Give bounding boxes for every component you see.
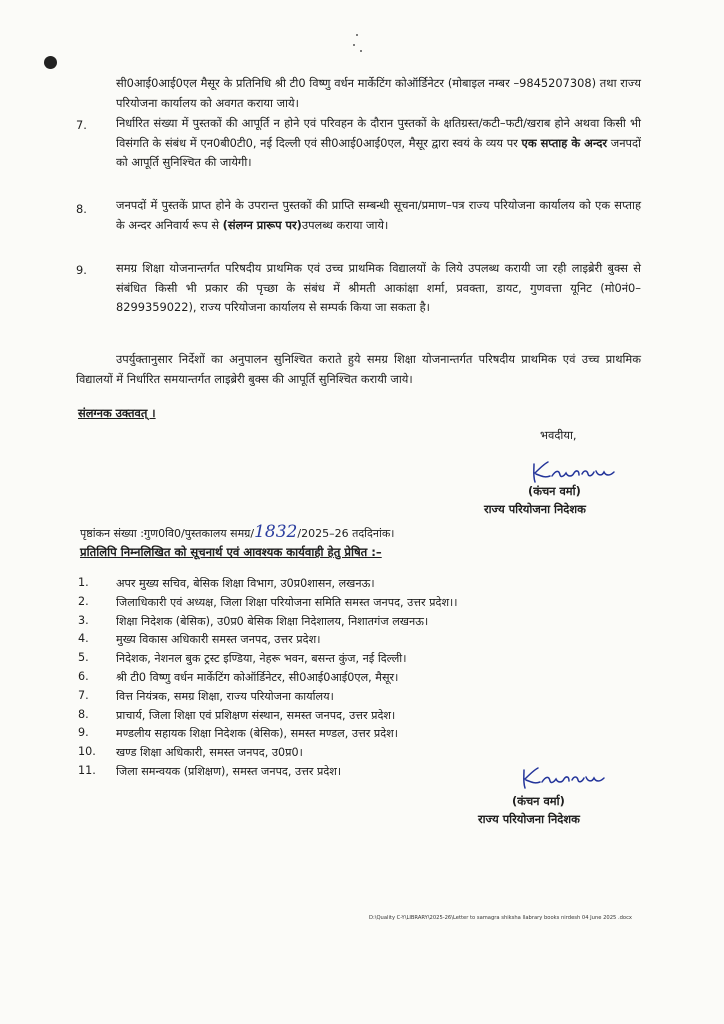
list-item: 11. जिला समन्वयक (प्रशिक्षण), समस्त जनपद, उत्तर प्रदेश। xyxy=(78,763,342,778)
signature-scribble xyxy=(528,456,620,486)
regards: भवदीया, xyxy=(540,428,577,442)
list-item: 8. प्राचार्य, जिला शिक्षा एवं प्रशिक्षण संस्थान, समस्त जनपद, उत्तर प्रदेश। xyxy=(78,707,396,722)
enclosure-note: संलग्नक उक्तवत् । xyxy=(78,406,156,420)
signatory-name: (कंचन वर्मा) xyxy=(528,484,581,498)
point-9: समग्र शिक्षा योजनान्तर्गत परिषदीय प्राथमिक एवं उच्च प्राथमिक विद्यालयों के लिये उपलब्ध करायी जा रही लाइब्रेरी बुक्स से संबंधित किसी भी प्रकार की पृच्छा के संबंध में श्रीमती आकांक्षा शर्मा, प्रवक्ता, डायट, गुणवत्ता यूनिट (मो0नं0–8299359022), राज्य परियोजना कार्यालय से सम्पर्क किया जा सकता है। xyxy=(116,261,641,314)
endorsement-line: पृष्ठांकन संख्या :गुण0वि0/पुस्तकालय समग्र/1832/2025–26 तददिनांक। xyxy=(80,522,395,542)
endorsement-number: 1832 xyxy=(254,522,298,542)
signatory-name: (कंचन वर्मा) xyxy=(512,794,565,808)
list-item: 1. अपर मुख्य सचिव, बेसिक शिक्षा विभाग, उ0प्र0शासन, लखनऊ। xyxy=(78,576,375,590)
signatory-title: राज्य परियोजना निदेशक xyxy=(478,812,580,826)
copy-list xyxy=(78,576,638,783)
point-number: 8. xyxy=(76,202,87,216)
list-item: 4. मुख्य विकास अधिकारी समस्त जनपद, उत्तर प्रदेश। xyxy=(78,632,321,647)
closing-paragraph: उपर्युक्तानुसार निर्देशों का अनुपालन सुनिश्चित कराते हुये समग्र शिक्षा योजनान्तर्गत परिषदीय प्राथमिक एवं उच्च प्राथमिक विद्यालयों में निर्धारित समयान्तर्गत लाइब्रेरी बुक्स की आपूर्ति सुनिश्चित करायी जाये। xyxy=(76,352,641,386)
list-item: 10. खण्ड शिक्षा अधिकारी, समस्त जनपद, उ0प्र0। xyxy=(78,745,303,760)
continuation-paragraph: सी0आई0आई0एल मैसूर के प्रतिनिधि श्री टी0 विष्णु वर्धन मार्केटिंग कोऑर्डिनेटर (मोबाइल नम्बर –9845207308) तथा राज्य परियोजना कार्यालय को अवगत कराया जाये। xyxy=(116,76,641,110)
list-item: 7. वित्त नियंत्रक, समग्र शिक्षा, राज्य परियोजना कार्यालय। xyxy=(78,688,334,703)
punch-hole xyxy=(44,56,57,69)
file-path-footer: D:\Quality C-Y\LIBRARY\2025-26\Letter to samagra shiksha llabrary books nirdesh 04 June 2025 .docx xyxy=(368,915,632,921)
point-8: जनपदों में पुस्तकें प्राप्त होने के उपरान्त पुस्तकों की प्राप्ति सम्बन्धी सूचना/प्रमाण–पत्र राज्य परियोजना कार्यालय को एक सप्ताह के अन्दर अनिवार्य रूप से (संलग्न प्रारूप पर)उपलब्ध कराया जाये। xyxy=(116,198,641,232)
point-number: 7. xyxy=(76,118,87,132)
signature-scribble xyxy=(518,762,610,792)
copy-heading: प्रतिलिपि निम्नलिखित को सूचनार्थ एवं आवश्यक कार्यवाही हेतु प्रेषित :– xyxy=(80,545,382,559)
list-item: 5. निदेशक, नेशनल बुक ट्रस्ट इण्डिया, नेहरू भवन, बसन्त कुंज, नई दिल्ली। xyxy=(78,651,407,666)
signatory-title: राज्य परियोजना निदेशक xyxy=(484,502,586,516)
scan-speck xyxy=(360,50,362,52)
list-item: 3. शिक्षा निदेशक (बेसिक), उ0प्र0 बेसिक शिक्षा निदेशालय, निशातगंज लखनऊ। xyxy=(78,613,429,628)
list-item: 2. जिलाधिकारी एवं अध्यक्ष, जिला शिक्षा परियोजना समिति समस्त जनपद, उत्तर प्रदेश।। xyxy=(78,594,458,609)
list-item: 9. मण्डलीय सहायक शिक्षा निदेशक (बेसिक), समस्त मण्डल, उत्तर प्रदेश। xyxy=(78,726,398,741)
point-7: निर्धारित संख्या में पुस्तकों की आपूर्ति न होने एवं परिवहन के दौरान पुस्तकों के क्षतिग्रस्त/कटी–फटी/खराब होने अथवा किसी भी विसंगति के संबंध में एन0बी0टी0, नई दिल्ली एवं सी0आई0आई0एल, मैसूर द्वारा स्वयं के व्यय पर एक सप्ताह के अन्दर जनपदों को आपूर्ति सुनिश्चित की जायेगी। xyxy=(116,116,641,169)
scan-speck xyxy=(356,34,358,36)
point-number: 9. xyxy=(76,263,87,277)
scan-speck xyxy=(353,44,355,46)
list-item: 6. श्री टी0 विष्णु वर्धन मार्केटिंग कोऑर्डिनेटर, सी0आई0आई0एल, मैसूर। xyxy=(78,669,399,684)
